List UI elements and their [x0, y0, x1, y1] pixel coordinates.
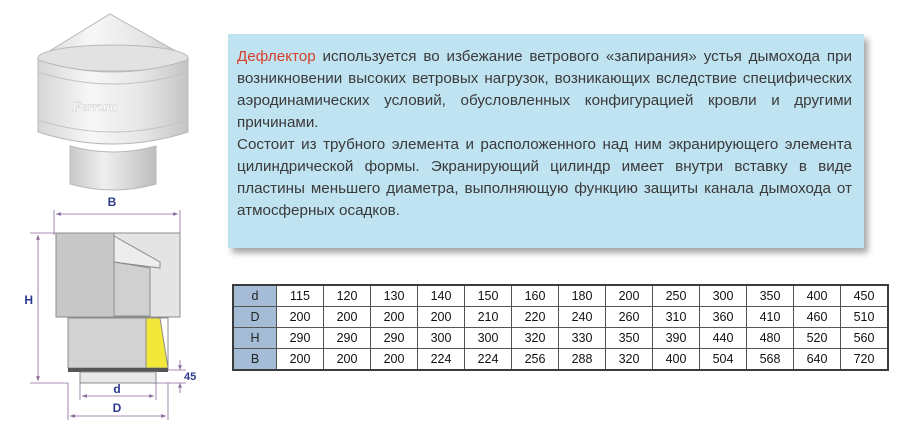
- table-cell: 150: [465, 285, 512, 307]
- table-cell: 640: [794, 349, 841, 371]
- yellow-insert: [146, 318, 168, 368]
- table-cell: 130: [371, 285, 418, 307]
- table-cell: 390: [653, 328, 700, 349]
- table-cell: 330: [559, 328, 606, 349]
- table-cell: 290: [324, 328, 371, 349]
- table-cell: 224: [418, 349, 465, 371]
- table-cell: 320: [606, 349, 653, 371]
- table-cell: 240: [559, 307, 606, 328]
- table-cell: 400: [653, 349, 700, 371]
- table-cell: 224: [465, 349, 512, 371]
- dimension-45-label: 45: [184, 371, 197, 383]
- description-paragraph-2: Состоит из трубного элемента и расположенного над ним экранирующего элемента цилиндрической формы. Экранирующий цилиндр имеет внутри вставку в виде пластины меньшего диаметра, выполняющую функцию защиты канала дымохода от атмосферных осадков.: [237, 136, 852, 219]
- table-cell: 300: [465, 328, 512, 349]
- dimension-b-label: B: [107, 195, 117, 209]
- table-cell: 220: [512, 307, 559, 328]
- row-header-cell: D: [233, 307, 277, 328]
- table-cell: 320: [512, 328, 559, 349]
- table-cell: 300: [700, 285, 747, 307]
- table-cell: 250: [653, 285, 700, 307]
- table-row: [233, 307, 888, 328]
- table-cell: 160: [512, 285, 559, 307]
- table-cell: 350: [747, 285, 794, 307]
- row-header-cell: B: [233, 349, 277, 371]
- dimension-d-small-label: d: [113, 382, 121, 396]
- description-paragraph-1: [237, 46, 852, 134]
- deflector-3d-view: [38, 14, 188, 190]
- deflector-illustration: [0, 0, 225, 434]
- table-cell: 200: [324, 349, 371, 371]
- description-paragraph-1-text: используется во избежание ветрового «запирания» устья дымохода при возникновении высоких ветровых нагрузок, возникающих вследствие специфических аэродинамических условий, обусловленных конфигурацией кровли и другими причинами.: [237, 48, 852, 131]
- table-cell: 290: [371, 328, 418, 349]
- table-cell: 504: [700, 349, 747, 371]
- row-header-cell: d: [233, 285, 277, 307]
- table-row: [233, 328, 888, 349]
- table-cell: 260: [606, 307, 653, 328]
- table-cell: 200: [324, 307, 371, 328]
- table-cell: 720: [841, 349, 889, 371]
- table-cell: 115: [277, 285, 324, 307]
- table-cell: 300: [418, 328, 465, 349]
- deflector-term: Дефлектор: [237, 48, 316, 65]
- table-cell: 200: [371, 307, 418, 328]
- table-cell: 350: [606, 328, 653, 349]
- dimension-d-large-label: D: [112, 401, 122, 415]
- deflector-technical-drawing: [24, 195, 196, 420]
- row-header-cell: H: [233, 328, 277, 349]
- pipe-3d: [70, 146, 156, 190]
- table-cell: 560: [841, 328, 889, 349]
- brand-mark: Ferrum: [72, 100, 118, 115]
- table-row: [233, 349, 888, 371]
- table-cell: 568: [747, 349, 794, 371]
- table-cell: 140: [418, 285, 465, 307]
- table-cell: 180: [559, 285, 606, 307]
- table-cell: 290: [277, 328, 324, 349]
- table-cell: 200: [277, 349, 324, 371]
- table-cell: 288: [559, 349, 606, 371]
- table-cell: 450: [841, 285, 889, 307]
- table-cell: 120: [324, 285, 371, 307]
- table-cell: 400: [794, 285, 841, 307]
- table-cell: 410: [747, 307, 794, 328]
- table-cell: 440: [700, 328, 747, 349]
- table-cell: 210: [465, 307, 512, 328]
- table-cell: 510: [841, 307, 889, 328]
- table-cell: 520: [794, 328, 841, 349]
- description-box: [228, 34, 864, 248]
- table-cell: 256: [512, 349, 559, 371]
- table-cell: 480: [747, 328, 794, 349]
- dimension-h-label: H: [24, 293, 33, 307]
- table-cell: 200: [277, 307, 324, 328]
- table-cell: 360: [700, 307, 747, 328]
- table-cell: 200: [418, 307, 465, 328]
- table-cell: 200: [371, 349, 418, 371]
- table-row: [233, 285, 888, 307]
- table-cell: 460: [794, 307, 841, 328]
- table-cell: 200: [606, 285, 653, 307]
- table-cell: 310: [653, 307, 700, 328]
- dimensions-table: [232, 284, 889, 371]
